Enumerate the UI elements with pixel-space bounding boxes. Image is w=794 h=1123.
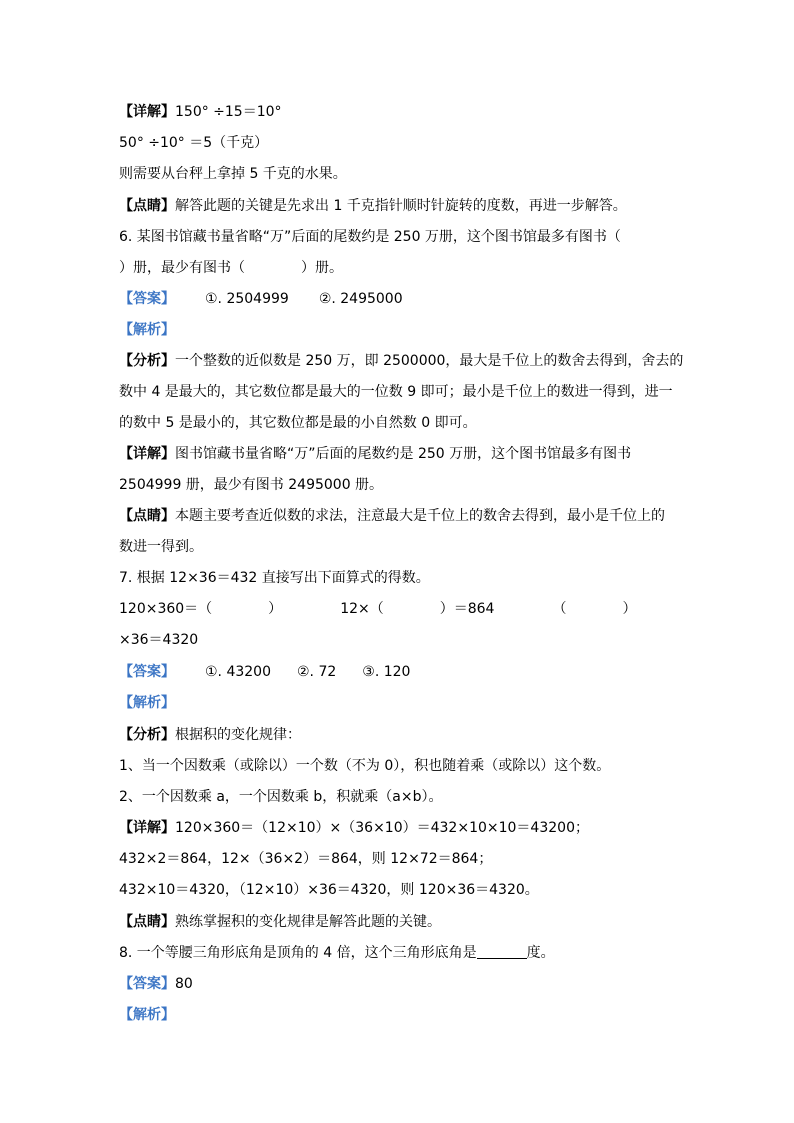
line-text: 6. 某图书馆藏书量省略“万”后面的尾数约是 250 万册，这个图书馆最多有图书（ [119,229,621,245]
expression-part: （ ） [552,601,637,617]
answer-item: ①. 2504999 [205,291,289,307]
text-line [119,382,673,402]
answer-item: ②. 2495000 [318,291,403,307]
text-line [119,444,631,464]
question-line [119,258,343,278]
line-text: 432×2＝864，12×（36×2）＝864，则 12×72＝864； [119,851,493,867]
section-tag: 【详解】 [119,820,175,836]
line-text: 2、一个因数乘 a，一个因数乘 b，积就乘（a×b）。 [119,789,443,805]
section-tag: 【点睛】 [119,914,175,930]
answer-line [119,974,193,994]
line-text: 8. 一个等腰三角形底角是顶角的 4 倍，这个三角形底角是 [119,945,477,961]
text-line [119,912,441,932]
question-line [119,630,198,650]
answer-tag: 【答案】 [119,664,175,680]
line-text: 的数中 5 是最小的，其它数位都是最的小自然数 0 即可。 [119,415,477,431]
text-line [119,475,383,495]
text-line [119,102,282,122]
expression-part: 120×360＝（ ） [119,601,283,617]
text-line [119,880,539,900]
text-line [119,537,203,557]
question-line [119,943,555,963]
blank-underline [477,944,527,959]
line-text: 根据积的变化规律： [175,727,301,743]
answer-item: ②. 72 [297,664,337,680]
line-text: ×36＝4320 [119,632,199,648]
section-tag: 【详解】 [119,446,175,462]
answer-line [119,289,403,309]
analysis-heading [119,320,175,340]
section-tag: 【分析】 [119,353,175,369]
text-line [119,506,665,526]
question-line [119,227,621,247]
line-text: 度。 [526,945,555,961]
line-text: 数中 4 是最大的，其它数位都是最大的一位数 9 即可；最小是千位上的数进一得到，进一 [119,384,673,400]
line-text: 熟练掌握积的变化规律是解答此题的关键。 [175,914,441,930]
section-tag: 【分析】 [119,727,175,743]
analysis-tag: 【解析】 [119,322,175,338]
line-text: 图书馆藏书量省略“万”后面的尾数约是 250 万册，这个图书馆最多有图书 [175,446,632,462]
text-line [119,818,589,838]
text-line [119,196,627,216]
section-tag: 【详解】 [119,104,175,120]
line-text: 50° ÷10° ＝5（千克） [119,135,269,151]
line-text: 7. 根据 12×36＝432 直接写出下面算式的得数。 [119,570,430,586]
line-text: 解答此题的关键是先求出 1 千克指针顺时针旋转的度数，再进一步解答。 [175,198,627,214]
line-text: 本题主要考查近似数的求法，注意最大是千位上的数舍去得到，最小是千位上的 [175,508,665,524]
line-text: 则需要从台秤上拿掉 5 千克的水果。 [119,166,347,182]
text-line [119,164,347,184]
text-line [119,351,683,371]
question-line [119,568,430,588]
line-text: 1、当一个因数乘（或除以）一个数（不为 0），积也随着乘（或除以）这个数。 [119,758,611,774]
text-line [119,413,477,433]
line-text: 一个整数的近似数是 250 万，即 2500000，最大是千位上的数舍去得到，舍去的 [175,353,684,369]
answer-item: 80 [175,976,193,992]
answer-item: ③. 120 [362,664,411,680]
question-line [119,599,636,619]
line-text: 432×10＝4320，（12×10）×36＝4320，则 120×36＝4320。 [119,882,539,898]
line-text: 150° ÷15＝10° [175,104,282,120]
section-tag: 【点睛】 [119,508,175,524]
answer-tag: 【答案】 [119,976,175,992]
analysis-tag: 【解析】 [119,1007,175,1023]
answer-item: ①. 43200 [205,664,271,680]
line-text: 数进一得到。 [119,539,203,555]
text-line [119,725,301,745]
analysis-tag: 【解析】 [119,695,175,711]
answer-line [119,662,410,682]
text-line [119,849,492,869]
line-text: 120×360＝（12×10）×（36×10）＝432×10×10＝43200； [175,820,589,836]
text-line [119,133,268,153]
text-line [119,756,610,776]
line-text: 2504999 册，最少有图书 2495000 册。 [119,477,384,493]
expression-part: 12×（ ）＝864 [340,601,495,617]
text-line [119,787,442,807]
section-tag: 【点睛】 [119,198,175,214]
analysis-heading [119,1005,175,1025]
analysis-heading [119,693,175,713]
line-text: ）册，最少有图书（ ）册。 [119,260,343,276]
answer-tag: 【答案】 [119,291,175,307]
